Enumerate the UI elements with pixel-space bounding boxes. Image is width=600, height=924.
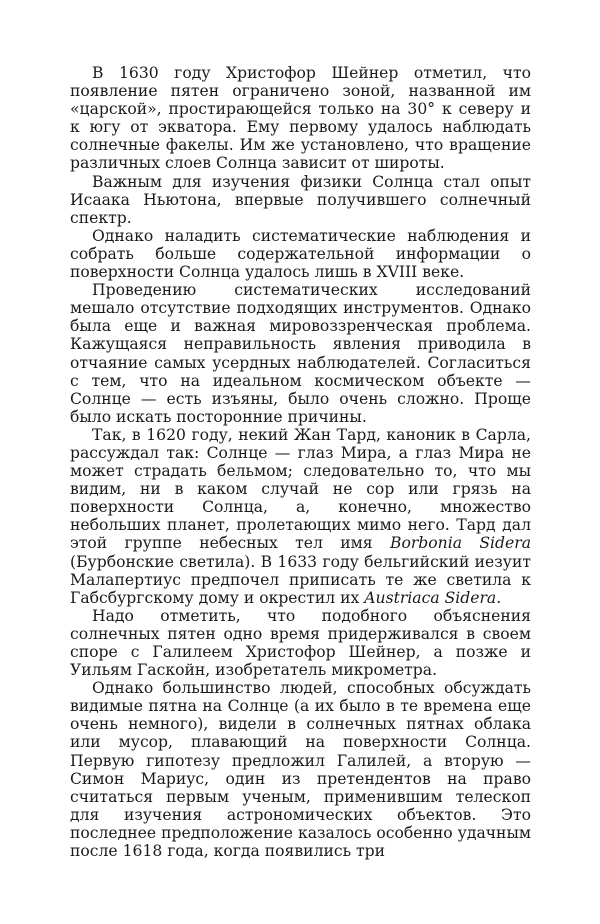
paragraph-scheiner-1630: В 1630 году Христофор Шейнер отметил, что появление пятен ограничено зоной, названной им «царской», простирающейся только на 30° к северу и к югу от экватора. Ему первому удалось наблюдать солнечные факелы. Им же установлено, что вращение различных слоев Солнца зависит от широты.	[70, 64, 531, 173]
paragraph-tarde-text-end: .	[496, 588, 502, 607]
paragraph-xviii-century: Однако наладить систематические наблюдения и собрать больше содержательной информации о поверхности Солнца удалось лишь в XVIII веке.	[70, 226, 531, 282]
austriaca-sidera-term: Austriaca Sidera	[364, 588, 497, 607]
paragraph-tarde-1620	[70, 426, 531, 607]
paragraph-galileo-marius: Однако большинство людей, способных обсуждать видимые пятна на Солнце (а их было в те времена еще очень немного), видели в солнечных пятнах облака или мусор, плавающий на поверхности Солнца. Первую гипотезу предложил Галилей, а вторую — Симон Мариус, один из претендентов на право считаться первым ученым, применившим телескоп для изучения астрономических объектов. Это последнее предположение казалось особенно удачным после 1618 года, когда появились три	[70, 679, 531, 861]
paragraph-tarde-text-middle: (Бурбонские светила). В 1633 году бельгийский иезуит Малапертиус предпочел приписать те же светила к Габсбургскому дому и окрестил их	[70, 552, 531, 607]
paragraph-gascoigne: Надо отметить, что подобного объяснения солнечных пятен одно время придерживался в своем споре с Галилеем Христофор Шейнер, а позже и Уильям Гаскойн, изобретатель микрометра.	[70, 606, 531, 680]
borbonia-sidera-term: Borbonia Sidera	[390, 534, 531, 553]
page-text-body	[70, 64, 531, 860]
paragraph-newton-spectrum: Важным для изучения физики Солнца стал опыт Исаака Ньютона, впервые получившего солнечный спектр.	[70, 172, 531, 227]
paragraph-tarde-text-start: Так, в 1620 году, некий Жан Тард, каноник в Сарла, рассуждал так: Солнце — глаз Мира, а глаз Мира не может страдать бельмом; следовательно то, что мы видим, ни в каком случай не сор или грязь на поверхности Солнца, а, конечно, множество небольших планет, пролетающих мимо него. Тард дал этой группе небесных тел имя	[70, 425, 531, 553]
paragraph-worldview-problem: Проведению систематических исследований мешало отсутствие подходящих инструментов. Однако была еще и важная мировоззренческая проблема. Кажущаяся неправильность явления приводила в отчаяние самых усердных наблюдателей. Согласиться с тем, что на идеальном космическом объекте — Солнце — есть изъяны, было очень сложно. Проще было искать посторонние причины.	[70, 281, 531, 426]
